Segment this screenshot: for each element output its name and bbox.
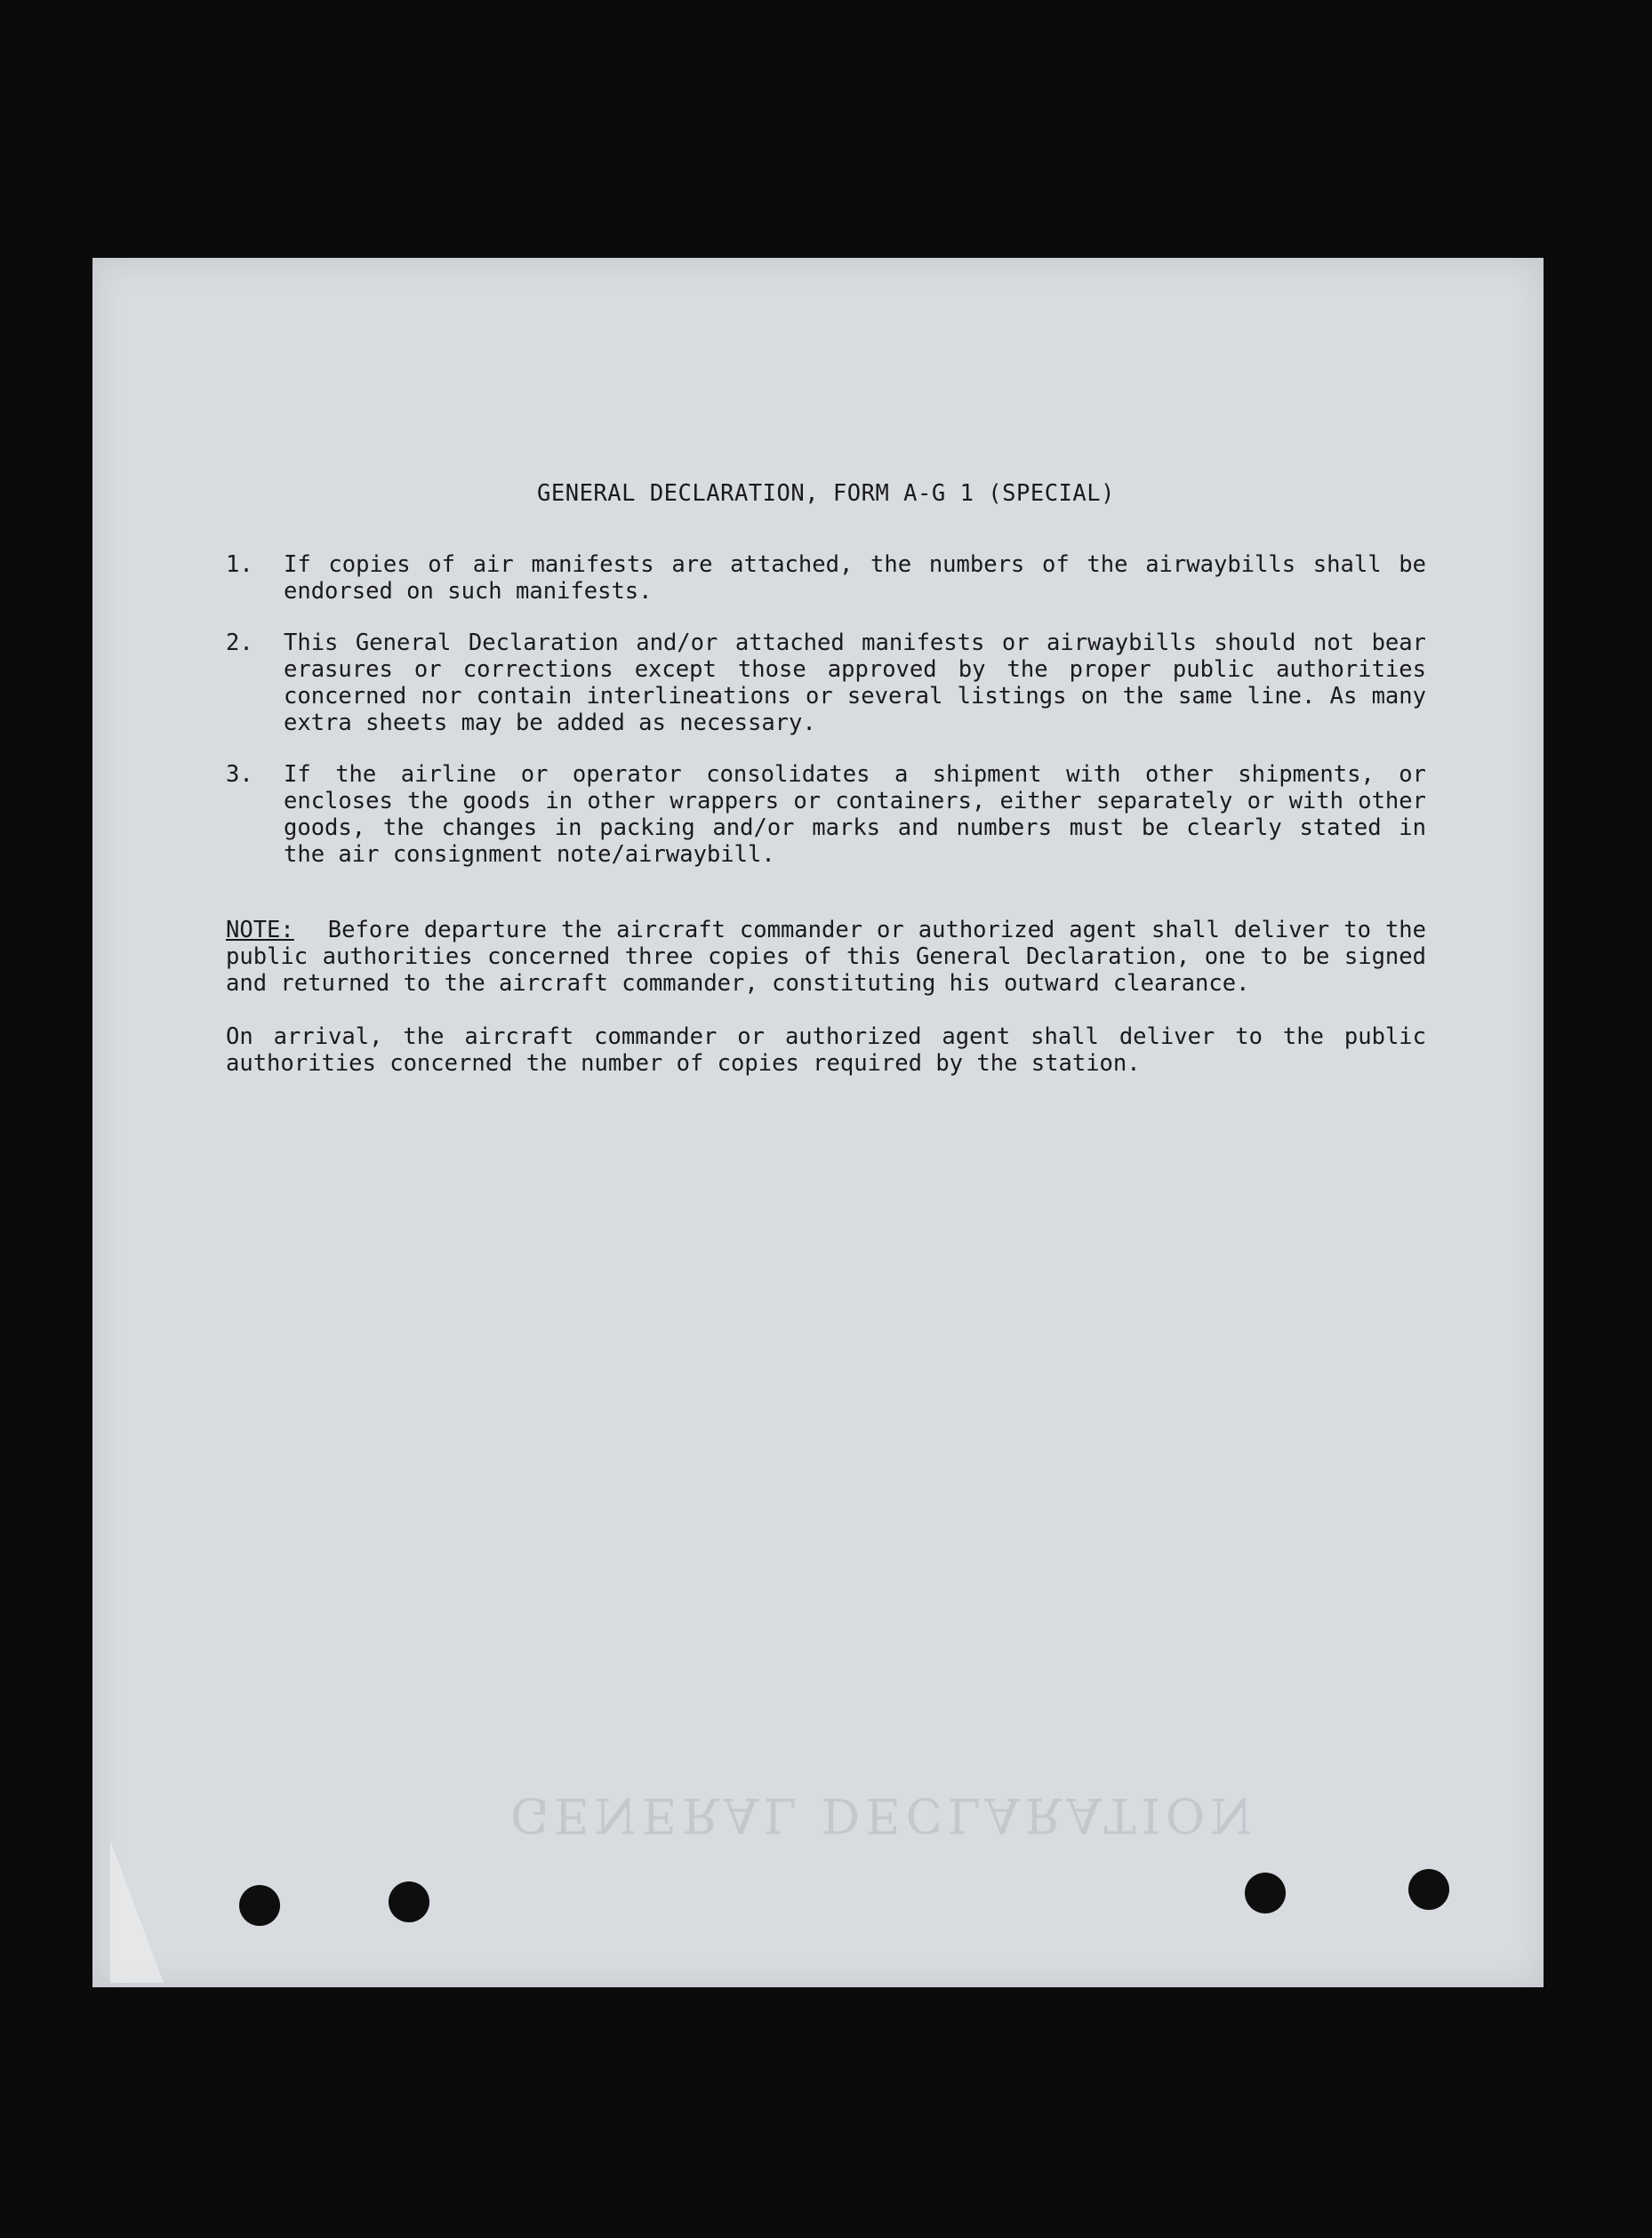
punch-hole-right-1 [1245, 1873, 1286, 1913]
instruction-item [226, 761, 1426, 868]
instruction-item [226, 551, 1426, 605]
instruction-item [226, 630, 1426, 736]
item-number: 2. [226, 630, 253, 656]
bleed-through-text: GENERAL DECLARATION [510, 1787, 1258, 1843]
form-title: GENERAL DECLARATION, FORM A-G 1 (SPECIAL) [537, 480, 1115, 507]
punch-hole-right-2 [1408, 1869, 1449, 1910]
note-paragraph [226, 917, 1426, 997]
item-text: This General Declaration and/or attached manifests or airwaybills should not bear erasures or corrections except those approved by the proper public authorities concerned nor contain interlineations or several listings on the same line. As many extra sheets may be added as necessary. [284, 630, 1426, 736]
paper-sheet [92, 258, 1544, 1987]
folded-corner [110, 1841, 164, 1983]
item-number: 1. [226, 551, 253, 578]
item-text: If copies of air manifests are attached, the numbers of the airwaybills shall be endorsed on such manifests. [284, 551, 1426, 605]
punch-hole-left-2 [389, 1881, 429, 1922]
note-label: NOTE: [226, 917, 294, 943]
punch-hole-left-1 [239, 1885, 280, 1926]
item-text: If the airline or operator consolidates a shipment with other shipments, or encloses the goods in other wrappers or containers, either separately or with other goods, the changes in packing and/or marks and numbers must be clearly stated in the air consignment note/airwaybill. [284, 761, 1426, 868]
item-number: 3. [226, 761, 253, 788]
declaration-text-block [226, 480, 1426, 1077]
note-text: Before departure the aircraft commander or authorized agent shall deliver to the public authorities concerned three copies of this General Declaration, one to be signed and returned to the aircraft commander, constituting his outward clearance. [226, 917, 1426, 997]
arrival-paragraph: On arrival, the aircraft commander or authorized agent shall deliver to the public authorities concerned the number of copies required by the station. [226, 1023, 1426, 1077]
